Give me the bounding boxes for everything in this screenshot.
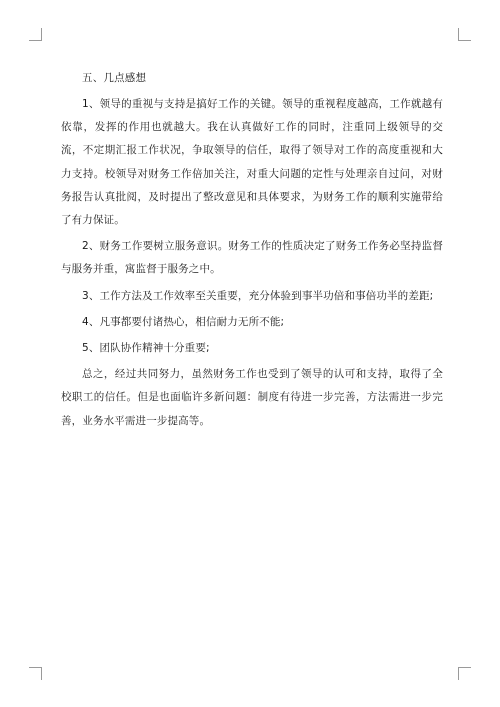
paragraph-summary: 总之，经过共同努力，虽然财务工作也受到了领导的认可和支持，取得了全校职工的信任。但是也面临许多新问题：制度有待进一步完善，方法需进一步完善，业务水平需进一步提高等。	[61, 368, 443, 427]
section-heading: 五、几点感想	[82, 72, 147, 84]
paragraph-leadership-support: 1、领导的重视与支持是搞好工作的关键。领导的重视程度越高，工作就越有依靠，发挥的作用也就越大。我在认真做好工作的同时，注重同上级领导的交流，不定期汇报工作状况，争取领导的信任，取得了领导对工作的高度重视和大力支持。校领导对财务工作倍加关注，对重大问题的定性与处理亲自过问，对财务报告认真批阅，及时提出了整改意见和具体要求，为财务工作的顺利实施带给了有力保证。	[61, 98, 443, 227]
paragraph-teamwork: 5、团队协作精神十分重要;	[82, 342, 210, 355]
paragraph-service-awareness: 2、财务工作要树立服务意识。财务工作的性质决定了财务工作务必坚持监督与服务并重，寓监督于服务之中。	[61, 240, 443, 276]
paragraph-work-efficiency: 3、工作方法及工作效率至关重要，充分体验到事半功倍和事倍功半的差距;	[82, 289, 434, 302]
crop-mark-bottom-right	[458, 667, 471, 680]
paragraph-enthusiasm: 4、凡事都要付诸热心，相信耐力无所不能;	[82, 315, 285, 328]
document-body	[61, 66, 443, 436]
crop-mark-top-right	[458, 28, 471, 41]
crop-mark-bottom-left	[29, 667, 42, 680]
crop-mark-top-left	[29, 28, 42, 41]
